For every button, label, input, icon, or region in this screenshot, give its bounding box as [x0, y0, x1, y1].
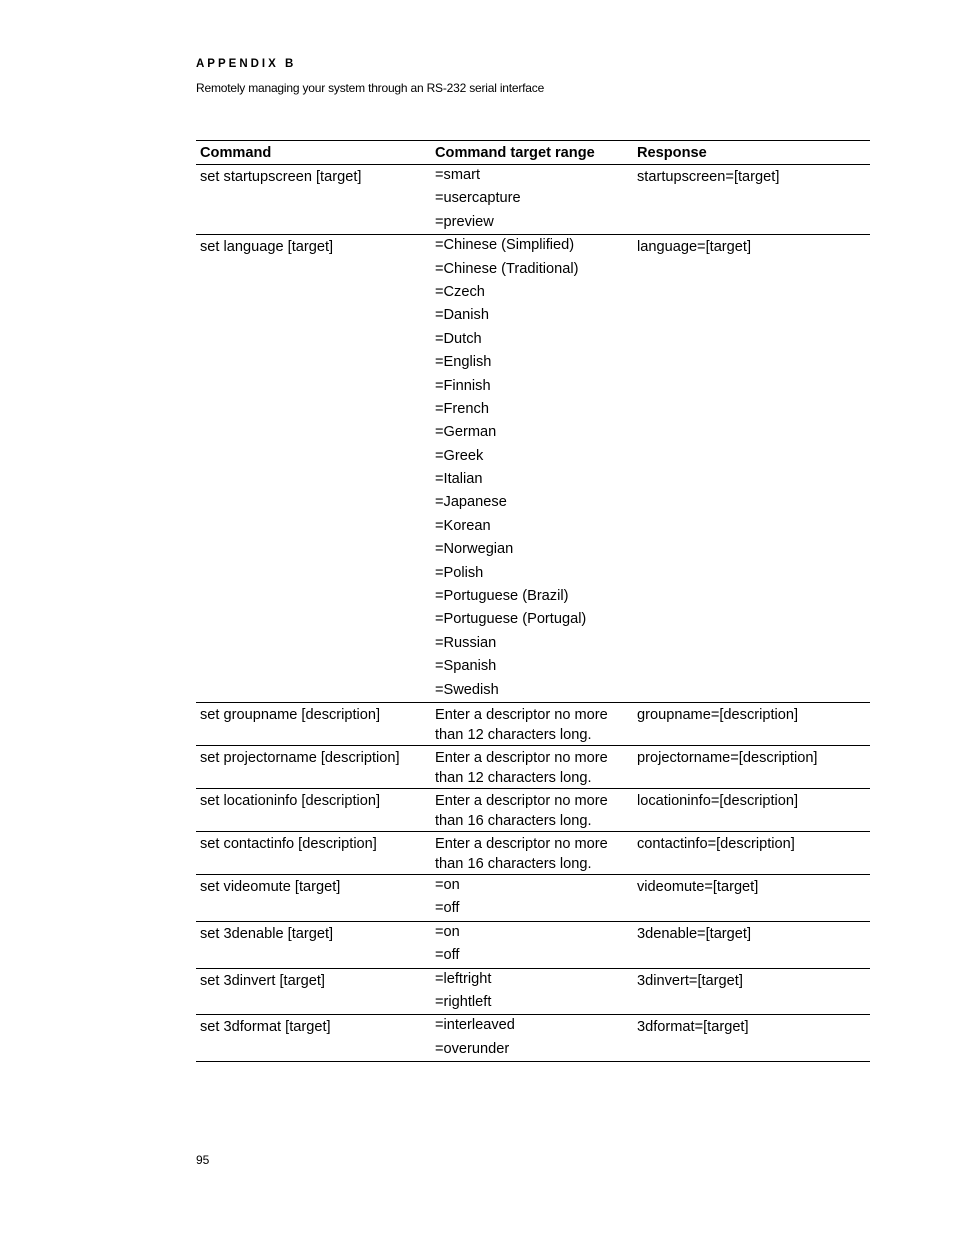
target-option: =overunder [435, 1040, 510, 1057]
target-option: =Greek [435, 447, 484, 464]
target-range-cell [431, 788, 633, 831]
command-cell [196, 235, 431, 703]
target-option: =on [435, 876, 460, 893]
target-range-cell [431, 1015, 633, 1062]
command-cell [196, 1015, 431, 1062]
command-text: set language [target] [200, 239, 334, 256]
table-row [196, 921, 870, 968]
response-cell [633, 702, 870, 745]
response-text: projectorname=[description] [637, 749, 818, 766]
command-text: set contactinfo [description] [200, 835, 377, 852]
descriptor-note [435, 832, 633, 874]
target-option: =Dutch [435, 330, 482, 347]
response-text: 3dinvert=[target] [637, 972, 743, 989]
target-option: =German [435, 424, 497, 441]
command-cell [196, 874, 431, 921]
table-row [196, 702, 870, 745]
command-cell [196, 788, 431, 831]
table-row [196, 968, 870, 1015]
table-row [196, 745, 870, 788]
response-cell [633, 968, 870, 1015]
command-text: set groupname [description] [200, 706, 381, 723]
appendix-label: APPENDIX B [196, 58, 297, 70]
table-row [196, 831, 870, 874]
target-option: =Spanish [435, 658, 497, 675]
chapter-subtitle: Remotely managing your system through an RS-232 serial interface [196, 81, 545, 95]
command-cell [196, 702, 431, 745]
target-range-cell [431, 874, 633, 921]
descriptor-line: Enter a descriptor no more [435, 835, 608, 852]
target-range-cell [431, 702, 633, 745]
command-table [196, 140, 870, 1062]
target-option: =Chinese (Traditional) [435, 260, 579, 277]
target-range-cell [431, 235, 633, 703]
command-text: set startupscreen [target] [200, 169, 362, 185]
descriptor-note [435, 703, 633, 745]
target-range-cell [431, 921, 633, 968]
target-option: =usercapture [435, 190, 521, 207]
target-option: =Portuguese (Portugal) [435, 611, 587, 628]
command-text: set 3dformat [target] [200, 1019, 331, 1036]
command-cell [196, 921, 431, 968]
table-row [196, 165, 870, 235]
response-cell [633, 921, 870, 968]
command-text: set 3denable [target] [200, 925, 334, 942]
table-body [196, 165, 870, 1062]
column-header-target-range: Command target range [431, 141, 633, 165]
target-option: =Chinese (Simplified) [435, 237, 575, 254]
target-option: =Japanese [435, 494, 507, 511]
response-text: 3dformat=[target] [637, 1019, 749, 1036]
column-header-command: Command [196, 141, 431, 165]
target-option: =Portuguese (Brazil) [435, 588, 569, 605]
response-cell [633, 745, 870, 788]
command-cell [196, 165, 431, 235]
response-cell [633, 235, 870, 703]
response-cell [633, 874, 870, 921]
command-text: set locationinfo [description] [200, 792, 381, 809]
target-option: =Korean [435, 517, 491, 534]
command-cell [196, 831, 431, 874]
target-option: =interleaved [435, 1017, 515, 1034]
target-option: =Swedish [435, 681, 499, 698]
target-option: =preview [435, 213, 494, 230]
target-range-cell [431, 745, 633, 788]
command-cell [196, 745, 431, 788]
response-text: 3denable=[target] [637, 925, 752, 942]
response-cell [633, 788, 870, 831]
target-option: =Finnish [435, 377, 491, 394]
target-range-cell [431, 165, 633, 235]
target-option: =English [435, 354, 492, 371]
table-row [196, 874, 870, 921]
table-row [196, 235, 870, 703]
command-cell [196, 968, 431, 1015]
response-cell [633, 165, 870, 235]
target-option: =Russian [435, 634, 497, 651]
descriptor-line: than 12 characters long. [435, 769, 592, 786]
target-option: =smart [435, 167, 481, 183]
response-cell [633, 1015, 870, 1062]
response-text: groupname=[description] [637, 706, 799, 723]
command-text: set videomute [target] [200, 878, 341, 895]
descriptor-line: than 12 characters long. [435, 726, 592, 743]
target-option: =on [435, 923, 460, 940]
response-text: contactinfo=[description] [637, 835, 795, 852]
response-text: locationinfo=[description] [637, 792, 799, 809]
table-header-row [196, 141, 870, 165]
response-text: language=[target] [637, 239, 752, 256]
descriptor-line: Enter a descriptor no more [435, 706, 608, 723]
target-option: =rightleft [435, 993, 492, 1010]
target-option: =Danish [435, 307, 489, 324]
target-option: =Italian [435, 471, 483, 488]
target-option: =French [435, 400, 489, 417]
target-range-cell [431, 831, 633, 874]
command-text: set 3dinvert [target] [200, 972, 325, 989]
descriptor-note [435, 789, 633, 831]
response-cell [633, 831, 870, 874]
target-option: =Polish [435, 564, 484, 581]
descriptor-note [435, 746, 633, 788]
target-option: =Czech [435, 283, 485, 300]
descriptor-line: than 16 characters long. [435, 812, 592, 829]
command-text: set projectorname [description] [200, 749, 400, 766]
descriptor-line: Enter a descriptor no more [435, 792, 608, 809]
response-text: startupscreen=[target] [637, 169, 780, 185]
table-row [196, 1015, 870, 1062]
page-number: 95 [196, 1153, 210, 1167]
target-option: =off [435, 947, 460, 964]
target-range-cell [431, 968, 633, 1015]
descriptor-line: than 16 characters long. [435, 855, 592, 872]
column-header-response: Response [633, 141, 870, 165]
table-row [196, 788, 870, 831]
target-option: =leftright [435, 970, 492, 987]
target-option: =off [435, 900, 460, 917]
descriptor-line: Enter a descriptor no more [435, 749, 608, 766]
response-text: videomute=[target] [637, 878, 759, 895]
target-option: =Norwegian [435, 541, 514, 558]
